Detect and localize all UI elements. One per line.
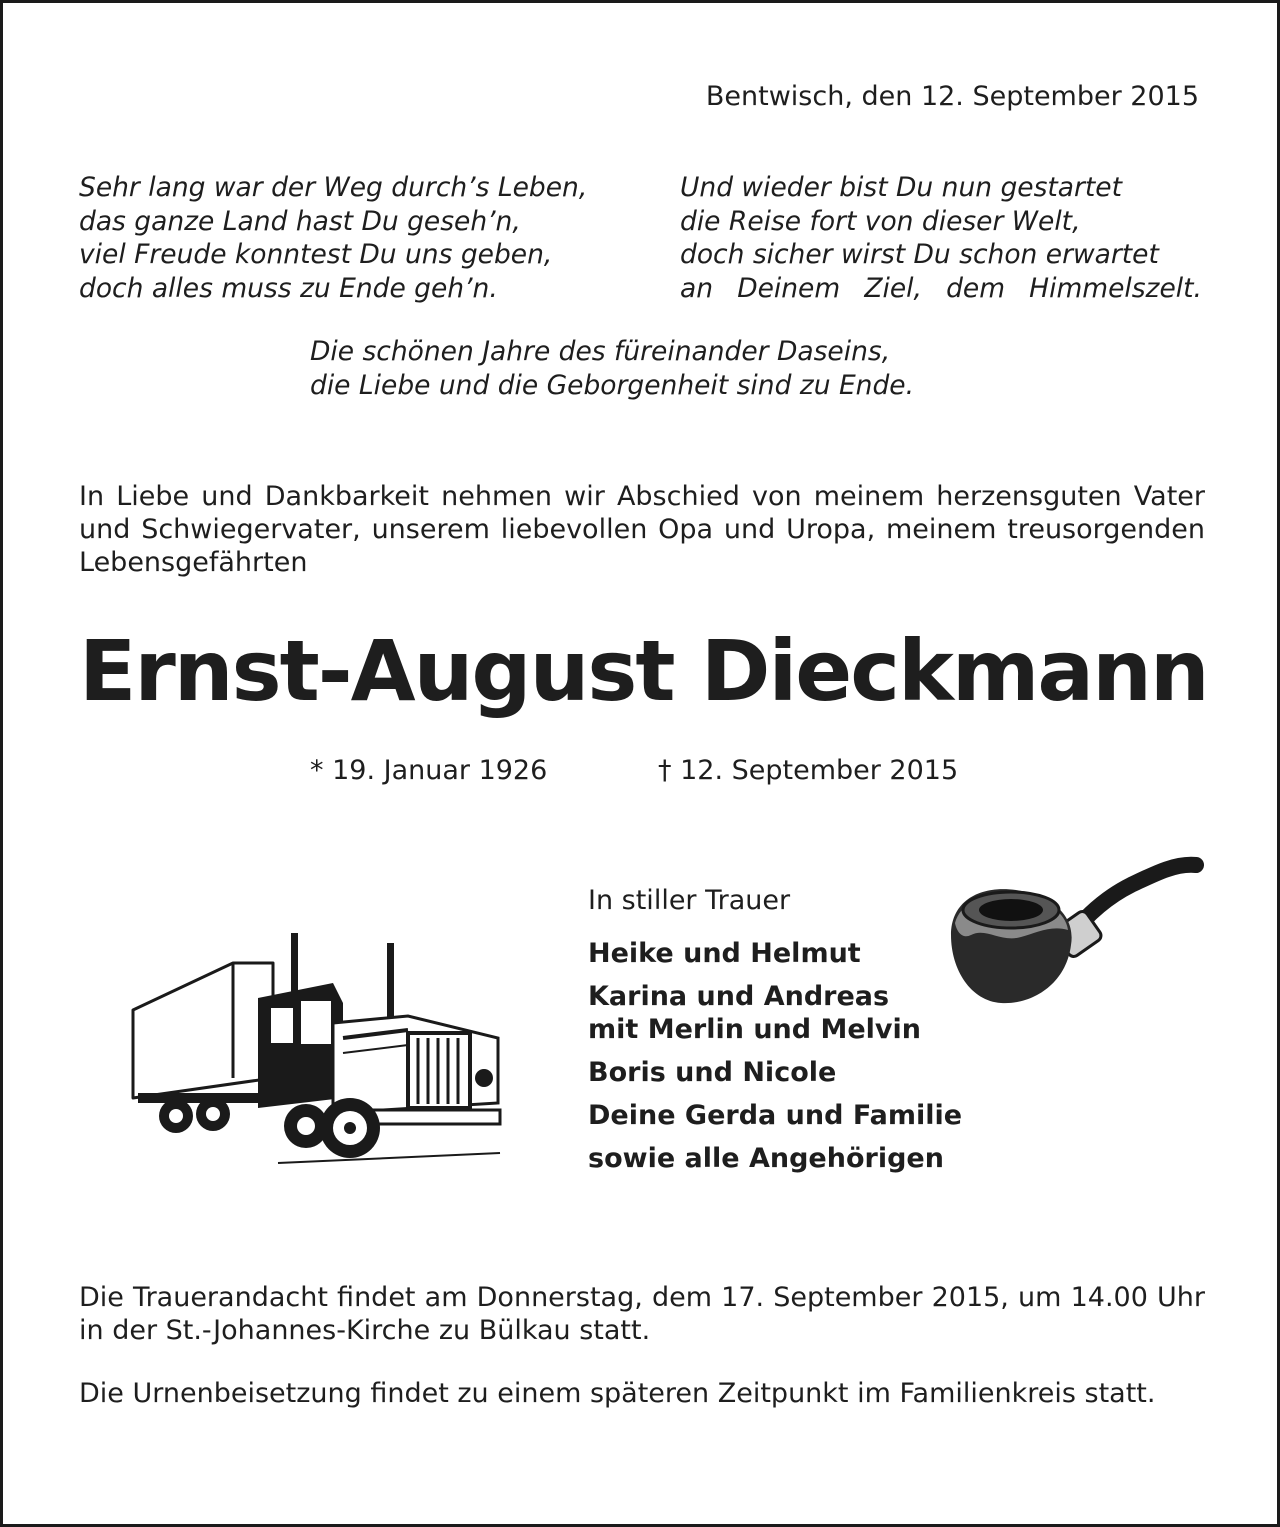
poem-line: das ganze Land hast Du geseh’n, [79, 205, 521, 237]
poem-line [680, 272, 1202, 306]
poem-word: an [680, 272, 714, 304]
pipe-icon [941, 855, 1206, 1015]
poem-word: Ziel, [864, 272, 922, 304]
list-item: Boris und Nicole [588, 1057, 837, 1088]
poem-right-stanza [680, 171, 1202, 305]
list-item: sowie alle Angehörigen [588, 1143, 944, 1174]
poem-left-stanza [79, 171, 587, 305]
mourner-line: mit Merlin und Melvin [588, 1014, 922, 1045]
burial-announcement: Die Urnenbeisetzung findet zu einem späteren Zeitpunkt im Familienkreis statt. [79, 1378, 1156, 1409]
poem-line: doch alles muss zu Ende geh’n. [79, 272, 498, 304]
poem-line: die Liebe und die Geborgenheit sind zu Ende. [310, 369, 915, 401]
poem-center-stanza [310, 335, 914, 402]
place-and-date: Bentwisch, den 12. September 2015 [705, 81, 1199, 112]
poem-line: Und wieder bist Du nun gestartet [680, 172, 1122, 203]
deceased-name: Ernst-August Dieckmann [79, 622, 1208, 720]
poem-line: die Reise fort von dieser Welt, [680, 205, 1081, 237]
poem-line: Die schönen Jahre des füreinander Daseins, [310, 336, 891, 367]
truck-icon [128, 928, 503, 1173]
poem-line: Sehr lang war der Weg durch’s Leben, [79, 172, 588, 203]
poem-line: doch sicher wirst Du schon erwartet [680, 239, 1159, 270]
poem-word: Himmelszelt. [1029, 272, 1202, 304]
list-item: Heike und Helmut [588, 938, 861, 969]
mourners-list [588, 937, 962, 1185]
poem-line: viel Freude konntest Du uns geben, [79, 239, 553, 270]
service-announcement: Die Trauerandacht findet am Donnerstag, dem 17. September 2015, um 14.00 Uhr in der St.-Johannes-Kirche zu Bülkau statt. [79, 1282, 1205, 1346]
list-item [588, 980, 962, 1046]
mourner-line: Karina und Andreas [588, 981, 890, 1012]
poem-word: dem [946, 272, 1006, 304]
mourning-title: In stiller Trauer [588, 885, 791, 916]
list-item: Deine Gerda und Familie [588, 1100, 963, 1131]
birth-date: * 19. Januar 1926 [310, 755, 548, 786]
poem-word: Deinem [737, 272, 841, 304]
death-date: † 12. September 2015 [658, 755, 959, 786]
farewell-intro: In Liebe und Dankbarkeit nehmen wir Abschied von meinem herzensguten Vater und Schwiegervater, unserem liebevollen Opa und Uropa, meinem treusorgenden Lebensgefährten [79, 481, 1205, 578]
